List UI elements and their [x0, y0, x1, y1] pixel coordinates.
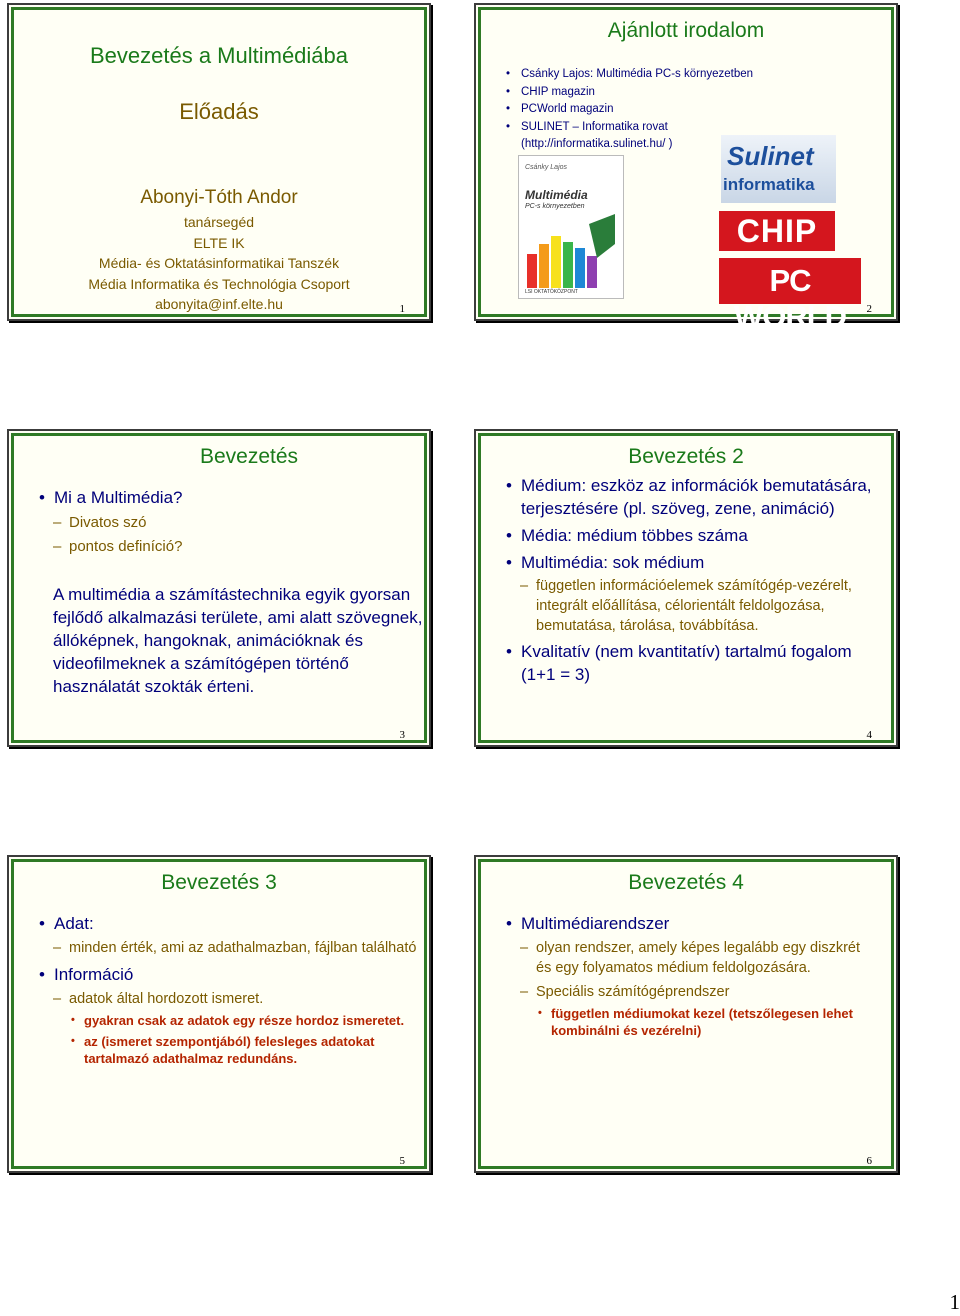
sub-bullet-item: – Speciális számítógéprendszer: [502, 982, 872, 1002]
bullet-item: • Kvalitatív (nem kvantitatív) tartalmú fogalom (1+1 = 3): [502, 640, 872, 686]
slide-number: 3: [399, 729, 405, 741]
literature-url[interactable]: (http://informatika.sulinet.hu/ ): [521, 138, 673, 150]
slide-title: Ajánlott irodalom: [607, 19, 765, 42]
slide-number: 5: [399, 1155, 405, 1167]
bullet-item: • Multimédiarendszer: [502, 912, 872, 936]
sulinet-logo-text: Sulinet: [727, 141, 814, 171]
sub-bullet-item: – adatok által hordozott ismeret.: [35, 989, 419, 1009]
bullet-item: • Mi a Multimédia?: [35, 487, 415, 509]
sub-sub-bullet-item: • az (ismeret szempontjából) felesleges adatokat tartalmazó adathalmaz redundáns.: [35, 1033, 419, 1067]
sub-sub-bullet-item: • független médiumokat kezel (tetszőlegesen lehet kombinálni és vezérelni): [502, 1005, 872, 1039]
definition-paragraph: A multimédia a számítástechnika egyik gyorsan fejlődő alkalmazási területe, ami alatt szövegnek, állóképnek, hangoknak, animációknak és videofilmeknek a számítógépen történő használatát szokták érteni.: [53, 585, 423, 696]
sub-bullet-item: – pontos definíció?: [35, 535, 415, 559]
slide-title: Bevezetés a Multimédiába: [89, 43, 349, 68]
slide-1: [7, 3, 431, 321]
slide-number: 6: [866, 1155, 872, 1167]
slide-number: 2: [866, 303, 872, 315]
slide-title: Bevezetés: [199, 445, 299, 468]
sub-bullet-item: – Divatos szó: [35, 511, 415, 535]
chip-logo-text: CHIP: [736, 213, 818, 249]
bullet-item: • Információ: [35, 963, 419, 987]
pcworld-logo: [719, 258, 861, 334]
slide-subtitle: Előadás: [179, 99, 259, 124]
book-author: Csánky Lajos: [525, 164, 568, 171]
pcworld-logo-text: PC WORLD: [733, 263, 847, 334]
slide-number: 4: [866, 729, 872, 741]
chip-logo: [719, 211, 835, 251]
author-email[interactable]: abonyita@inf.elte.hu: [155, 296, 283, 312]
author-department: Média- és Oktatásinformatikai Tanszék: [98, 255, 340, 271]
bullet-item: • Médium: eszköz az információk bemutatására, terjesztésére (pl. szöveg, zene, animáció): [502, 474, 872, 520]
bullet-list: [502, 474, 872, 686]
sulinet-logo: [721, 135, 836, 203]
author-role: tanársegéd: [183, 214, 255, 230]
bullet-list: [502, 912, 872, 1039]
literature-item: • Csánky Lajos: Multimédia PC-s környezetben: [502, 66, 882, 84]
literature-item: • PCWorld magazin: [502, 101, 882, 119]
bullet-list: [35, 487, 415, 559]
book-title: Multimédia: [525, 188, 588, 202]
slide-title: Bevezetés 4: [628, 871, 744, 894]
slide-4: [474, 429, 898, 747]
author-details: [9, 212, 429, 315]
slide-number: 1: [399, 303, 405, 315]
slide-2: [474, 3, 898, 334]
book-cover-image: [518, 155, 624, 299]
bullet-item: • Média: médium többes száma: [502, 524, 872, 547]
author-name: Abonyi-Tóth Andor: [140, 187, 298, 208]
sulinet-logo-subtext: informatika: [723, 175, 815, 194]
slide-6: [474, 855, 898, 1173]
slide-5: [7, 855, 431, 1173]
book-publisher: LSI OKTATÓKÖZPONT: [525, 289, 578, 295]
bullet-item: • Multimédia: sok médium: [502, 551, 872, 574]
book-subtitle: PC-s környezetben: [525, 203, 585, 210]
slide-3: [7, 429, 431, 747]
sub-bullet-item: – minden érték, ami az adathalmazban, fájlban található: [35, 938, 419, 958]
literature-item-text: SULINET – Informatika rovat: [521, 120, 668, 133]
author-faculty: ELTE IK: [193, 234, 245, 251]
page-number: 1: [949, 1290, 960, 1314]
sub-sub-bullet-item: • gyakran csak az adatok egy része hordoz ismeretet.: [35, 1012, 419, 1029]
bullet-item: • Adat:: [35, 912, 419, 936]
sub-bullet-item: – független információelemek számítógép-vezérelt, integrált előállítása, célorientált feldolgozása, bemutatása, tárolása, továbbítása.: [502, 576, 872, 636]
sub-bullet-item: – olyan rendszer, amely képes legalább egy diszkrét és egy folyamatos médium feldolgozására.: [502, 938, 872, 978]
book-cover-graphic: [519, 214, 623, 288]
author-group: Média Informatika és Technológia Csoport: [88, 275, 350, 292]
slide-title: Bevezetés 3: [161, 871, 277, 894]
bullet-list: [35, 912, 419, 1067]
literature-item: • CHIP magazin: [502, 84, 882, 102]
slide-title: Bevezetés 2: [628, 445, 744, 468]
